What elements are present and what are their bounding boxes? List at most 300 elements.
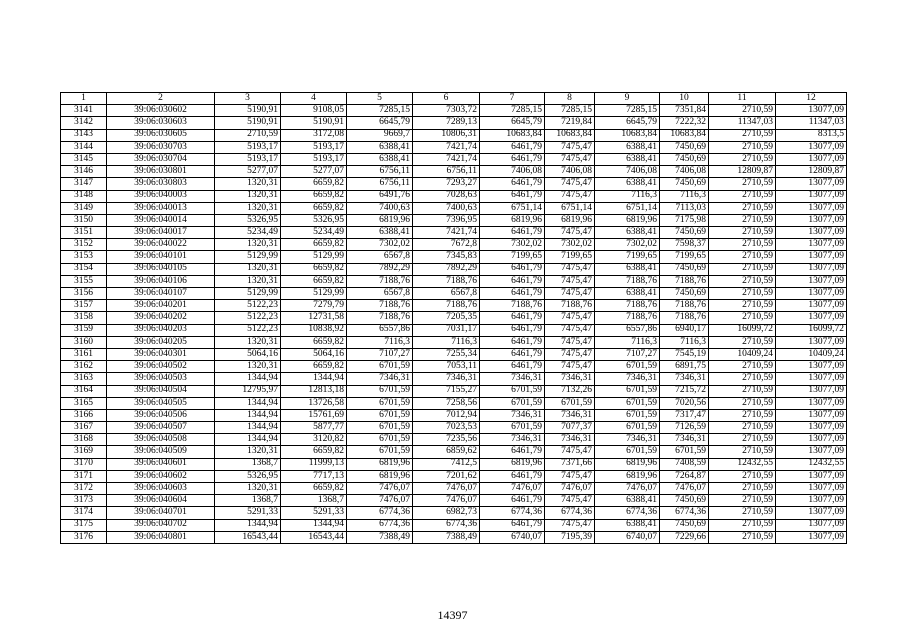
value-cell: 7421,74 <box>413 141 480 153</box>
value-cell: 2710,59 <box>709 385 776 397</box>
value-cell: 6819,96 <box>595 458 660 470</box>
table-row <box>61 300 847 312</box>
value-cell: 2710,59 <box>709 397 776 409</box>
value-cell: 6701,59 <box>347 434 413 446</box>
value-cell: 7302,02 <box>347 239 413 251</box>
table-row <box>61 178 847 190</box>
table-row <box>61 507 847 519</box>
value-cell: 10409,24 <box>776 348 847 360</box>
column-header: 12 <box>776 93 847 105</box>
value-cell: 6461,79 <box>480 470 545 482</box>
value-cell: 6659,82 <box>281 263 347 275</box>
value-cell: 7388,49 <box>347 531 413 543</box>
value-cell: 5190,91 <box>215 105 281 117</box>
cadastral-code-cell: 39:06:030603 <box>107 117 215 129</box>
value-cell: 5193,17 <box>215 153 281 165</box>
value-cell: 7346,31 <box>480 434 545 446</box>
value-cell: 7346,31 <box>545 409 595 421</box>
value-cell: 5291,33 <box>215 507 281 519</box>
value-cell: 2710,59 <box>709 361 776 373</box>
value-cell: 5129,99 <box>215 288 281 300</box>
value-cell: 6819,96 <box>595 214 660 226</box>
table-row <box>61 385 847 397</box>
value-cell: 5326,95 <box>215 214 281 226</box>
row-number-cell: 3169 <box>61 446 107 458</box>
row-number-cell: 3142 <box>61 117 107 129</box>
value-cell: 13077,09 <box>776 312 847 324</box>
value-cell: 10683,84 <box>595 129 660 141</box>
value-cell: 6491,76 <box>347 190 413 202</box>
value-cell: 7421,74 <box>413 153 480 165</box>
value-cell: 6701,59 <box>347 397 413 409</box>
row-number-cell: 3165 <box>61 397 107 409</box>
column-header: 4 <box>281 93 347 105</box>
value-cell: 6740,07 <box>480 531 545 543</box>
value-cell: 7195,39 <box>545 531 595 543</box>
value-cell: 7116,3 <box>347 336 413 348</box>
value-cell: 7475,47 <box>545 324 595 336</box>
value-cell: 6940,17 <box>660 324 709 336</box>
value-cell: 6701,59 <box>595 422 660 434</box>
table-row <box>61 434 847 446</box>
value-cell: 6659,82 <box>281 483 347 495</box>
value-cell: 7199,65 <box>480 251 545 263</box>
row-number-cell: 3166 <box>61 409 107 421</box>
value-cell: 13077,09 <box>776 483 847 495</box>
value-cell: 6659,82 <box>281 275 347 287</box>
value-cell: 7116,3 <box>595 336 660 348</box>
value-cell: 7188,76 <box>595 312 660 324</box>
value-cell: 13077,09 <box>776 519 847 531</box>
cadastral-code-cell: 39:06:040505 <box>107 397 215 409</box>
cadastral-code-cell: 39:06:040503 <box>107 373 215 385</box>
value-cell: 6567,8 <box>347 251 413 263</box>
value-cell: 6701,59 <box>595 361 660 373</box>
table-row <box>61 495 847 507</box>
value-cell: 7450,69 <box>660 288 709 300</box>
value-cell: 13077,09 <box>776 397 847 409</box>
value-cell: 6388,41 <box>595 495 660 507</box>
row-number-cell: 3174 <box>61 507 107 519</box>
value-cell: 7188,76 <box>347 275 413 287</box>
value-cell: 2710,59 <box>215 129 281 141</box>
value-cell: 7215,72 <box>660 385 709 397</box>
row-number-cell: 3167 <box>61 422 107 434</box>
value-cell: 5193,17 <box>281 141 347 153</box>
value-cell: 5326,95 <box>281 214 347 226</box>
value-cell: 13077,09 <box>776 263 847 275</box>
value-cell: 2710,59 <box>709 129 776 141</box>
row-number-cell: 3171 <box>61 470 107 482</box>
value-cell: 6819,96 <box>595 470 660 482</box>
value-cell: 13077,09 <box>776 141 847 153</box>
value-cell: 7222,32 <box>660 117 709 129</box>
value-cell: 9108,05 <box>281 105 347 117</box>
value-cell: 6461,79 <box>480 519 545 531</box>
value-cell: 6751,14 <box>595 202 660 214</box>
value-cell: 6461,79 <box>480 312 545 324</box>
value-cell: 6819,96 <box>347 470 413 482</box>
value-cell: 7475,47 <box>545 312 595 324</box>
value-cell: 7302,02 <box>545 239 595 251</box>
cadastral-code-cell: 39:06:040601 <box>107 458 215 470</box>
table-row <box>61 348 847 360</box>
value-cell: 2710,59 <box>709 409 776 421</box>
value-cell: 7255,34 <box>413 348 480 360</box>
table-row <box>61 373 847 385</box>
value-cell: 6645,79 <box>480 117 545 129</box>
value-cell: 6756,11 <box>347 178 413 190</box>
value-cell: 6751,14 <box>545 202 595 214</box>
tariff-table <box>60 92 847 544</box>
value-cell: 2710,59 <box>709 446 776 458</box>
value-cell: 6461,79 <box>480 153 545 165</box>
value-cell: 1344,94 <box>215 409 281 421</box>
table-row <box>61 190 847 202</box>
row-number-cell: 3162 <box>61 361 107 373</box>
value-cell: 1320,31 <box>215 336 281 348</box>
value-cell: 2710,59 <box>709 495 776 507</box>
row-number-cell: 3150 <box>61 214 107 226</box>
value-cell: 6859,62 <box>413 446 480 458</box>
value-cell: 7107,27 <box>347 348 413 360</box>
value-cell: 2710,59 <box>709 300 776 312</box>
value-cell: 7219,84 <box>545 117 595 129</box>
value-cell: 6774,36 <box>595 507 660 519</box>
value-cell: 13077,09 <box>776 470 847 482</box>
value-cell: 6659,82 <box>281 361 347 373</box>
row-number-cell: 3173 <box>61 495 107 507</box>
value-cell: 1344,94 <box>215 373 281 385</box>
value-cell: 15761,69 <box>281 409 347 421</box>
row-number-cell: 3157 <box>61 300 107 312</box>
value-cell: 6659,82 <box>281 202 347 214</box>
table-header-row <box>61 93 847 105</box>
row-number-cell: 3170 <box>61 458 107 470</box>
row-number-cell: 3141 <box>61 105 107 117</box>
value-cell: 7892,29 <box>347 263 413 275</box>
table-row <box>61 153 847 165</box>
value-cell: 7229,66 <box>660 531 709 543</box>
value-cell: 7400,63 <box>347 202 413 214</box>
value-cell: 7475,47 <box>545 519 595 531</box>
value-cell: 7188,76 <box>413 300 480 312</box>
value-cell: 7475,47 <box>545 288 595 300</box>
value-cell: 7476,07 <box>347 483 413 495</box>
value-cell: 13077,09 <box>776 153 847 165</box>
value-cell: 7475,47 <box>545 495 595 507</box>
value-cell: 2710,59 <box>709 178 776 190</box>
cadastral-code-cell: 39:06:040202 <box>107 312 215 324</box>
row-number-cell: 3156 <box>61 288 107 300</box>
row-number-cell: 3163 <box>61 373 107 385</box>
value-cell: 13077,09 <box>776 507 847 519</box>
value-cell: 7346,31 <box>595 434 660 446</box>
value-cell: 5193,17 <box>281 153 347 165</box>
table-row <box>61 483 847 495</box>
value-cell: 10838,92 <box>281 324 347 336</box>
value-cell: 7475,47 <box>545 141 595 153</box>
value-cell: 7285,15 <box>545 105 595 117</box>
value-cell: 5291,33 <box>281 507 347 519</box>
value-cell: 7012,94 <box>413 409 480 421</box>
value-cell: 13077,09 <box>776 239 847 251</box>
value-cell: 6388,41 <box>347 227 413 239</box>
value-cell: 13077,09 <box>776 495 847 507</box>
value-cell: 6774,36 <box>480 507 545 519</box>
value-cell: 2710,59 <box>709 153 776 165</box>
value-cell: 2710,59 <box>709 336 776 348</box>
value-cell: 1320,31 <box>215 275 281 287</box>
value-cell: 6645,79 <box>595 117 660 129</box>
value-cell: 6701,59 <box>595 385 660 397</box>
cadastral-code-cell: 39:06:030704 <box>107 153 215 165</box>
value-cell: 5190,91 <box>281 117 347 129</box>
value-cell: 6659,82 <box>281 336 347 348</box>
table-row <box>61 105 847 117</box>
value-cell: 7285,15 <box>595 105 660 117</box>
value-cell: 12432,55 <box>776 458 847 470</box>
value-cell: 13077,09 <box>776 531 847 543</box>
value-cell: 7258,56 <box>413 397 480 409</box>
value-cell: 6701,59 <box>480 385 545 397</box>
value-cell: 7188,76 <box>595 275 660 287</box>
cadastral-code-cell: 39:06:040205 <box>107 336 215 348</box>
value-cell: 2710,59 <box>709 190 776 202</box>
value-cell: 7346,31 <box>480 409 545 421</box>
value-cell: 7400,63 <box>413 202 480 214</box>
value-cell: 7302,02 <box>480 239 545 251</box>
value-cell: 7598,37 <box>660 239 709 251</box>
value-cell: 7892,29 <box>413 263 480 275</box>
value-cell: 6701,59 <box>347 422 413 434</box>
column-header: 10 <box>660 93 709 105</box>
value-cell: 7199,65 <box>545 251 595 263</box>
value-cell: 7346,31 <box>660 434 709 446</box>
cadastral-code-cell: 39:06:040602 <box>107 470 215 482</box>
row-number-cell: 3175 <box>61 519 107 531</box>
value-cell: 7175,98 <box>660 214 709 226</box>
value-cell: 7421,74 <box>413 227 480 239</box>
value-cell: 2710,59 <box>709 422 776 434</box>
row-number-cell: 3153 <box>61 251 107 263</box>
value-cell: 6756,11 <box>413 166 480 178</box>
value-cell: 3120,82 <box>281 434 347 446</box>
row-number-cell: 3149 <box>61 202 107 214</box>
cadastral-code-cell: 39:06:040506 <box>107 409 215 421</box>
value-cell: 6774,36 <box>660 507 709 519</box>
value-cell: 7475,47 <box>545 227 595 239</box>
value-cell: 6819,96 <box>480 214 545 226</box>
value-cell: 2710,59 <box>709 507 776 519</box>
row-number-cell: 3155 <box>61 275 107 287</box>
table-row <box>61 422 847 434</box>
value-cell: 13077,09 <box>776 105 847 117</box>
value-cell: 7188,76 <box>660 300 709 312</box>
value-cell: 13077,09 <box>776 275 847 287</box>
value-cell: 1320,31 <box>215 483 281 495</box>
value-cell: 13077,09 <box>776 385 847 397</box>
value-cell: 7450,69 <box>660 495 709 507</box>
value-cell: 7475,47 <box>545 348 595 360</box>
column-header: 1 <box>61 93 107 105</box>
value-cell: 2710,59 <box>709 434 776 446</box>
value-cell: 2710,59 <box>709 373 776 385</box>
cadastral-code-cell: 39:06:040508 <box>107 434 215 446</box>
value-cell: 9669,7 <box>347 129 413 141</box>
value-cell: 7450,69 <box>660 141 709 153</box>
cadastral-code-cell: 39:06:040203 <box>107 324 215 336</box>
value-cell: 2710,59 <box>709 202 776 214</box>
value-cell: 6659,82 <box>281 239 347 251</box>
value-cell: 10683,84 <box>545 129 595 141</box>
value-cell: 16099,72 <box>709 324 776 336</box>
row-number-cell: 3159 <box>61 324 107 336</box>
cadastral-code-cell: 39:06:040507 <box>107 422 215 434</box>
value-cell: 6388,41 <box>347 153 413 165</box>
value-cell: 11999,13 <box>281 458 347 470</box>
cadastral-code-cell: 39:06:040604 <box>107 495 215 507</box>
table-row <box>61 336 847 348</box>
value-cell: 13077,09 <box>776 446 847 458</box>
cadastral-code-cell: 39:06:040701 <box>107 507 215 519</box>
table-row <box>61 531 847 543</box>
row-number-cell: 3147 <box>61 178 107 190</box>
table-row <box>61 227 847 239</box>
value-cell: 13077,09 <box>776 336 847 348</box>
value-cell: 7199,65 <box>595 251 660 263</box>
value-cell: 7406,08 <box>480 166 545 178</box>
value-cell: 5277,07 <box>215 166 281 178</box>
value-cell: 7717,13 <box>281 470 347 482</box>
value-cell: 7346,31 <box>480 373 545 385</box>
value-cell: 7126,59 <box>660 422 709 434</box>
cadastral-code-cell: 39:06:030801 <box>107 166 215 178</box>
value-cell: 6388,41 <box>347 141 413 153</box>
row-number-cell: 3144 <box>61 141 107 153</box>
table-row <box>61 214 847 226</box>
value-cell: 2710,59 <box>709 263 776 275</box>
value-cell: 6740,07 <box>595 531 660 543</box>
value-cell: 1320,31 <box>215 263 281 275</box>
value-cell: 7199,65 <box>660 251 709 263</box>
value-cell: 7476,07 <box>480 483 545 495</box>
value-cell: 6701,59 <box>660 446 709 458</box>
value-cell: 6701,59 <box>595 409 660 421</box>
value-cell: 5129,99 <box>215 251 281 263</box>
value-cell: 7346,31 <box>595 373 660 385</box>
value-cell: 7264,87 <box>660 470 709 482</box>
value-cell: 5190,91 <box>215 117 281 129</box>
value-cell: 6461,79 <box>480 495 545 507</box>
value-cell: 7450,69 <box>660 227 709 239</box>
value-cell: 6461,79 <box>480 446 545 458</box>
value-cell: 7476,07 <box>595 483 660 495</box>
value-cell: 2710,59 <box>709 214 776 226</box>
value-cell: 7475,47 <box>545 446 595 458</box>
value-cell: 1320,31 <box>215 178 281 190</box>
value-cell: 1320,31 <box>215 361 281 373</box>
value-cell: 13077,09 <box>776 178 847 190</box>
value-cell: 7475,47 <box>545 178 595 190</box>
value-cell: 7303,72 <box>413 105 480 117</box>
value-cell: 6388,41 <box>595 519 660 531</box>
cadastral-code-cell: 39:06:040603 <box>107 483 215 495</box>
value-cell: 6819,96 <box>480 458 545 470</box>
value-cell: 5064,16 <box>215 348 281 360</box>
value-cell: 6388,41 <box>595 288 660 300</box>
row-number-cell: 3152 <box>61 239 107 251</box>
value-cell: 7188,76 <box>660 312 709 324</box>
value-cell: 6891,75 <box>660 361 709 373</box>
cadastral-code-cell: 39:06:040022 <box>107 239 215 251</box>
value-cell: 7475,47 <box>545 263 595 275</box>
value-cell: 7476,07 <box>660 483 709 495</box>
value-cell: 7116,3 <box>413 336 480 348</box>
cadastral-code-cell: 39:06:040014 <box>107 214 215 226</box>
value-cell: 13077,09 <box>776 190 847 202</box>
value-cell: 6701,59 <box>480 397 545 409</box>
cadastral-code-cell: 39:06:040017 <box>107 227 215 239</box>
value-cell: 7031,17 <box>413 324 480 336</box>
value-cell: 7201,62 <box>413 470 480 482</box>
column-header: 3 <box>215 93 281 105</box>
value-cell: 7406,08 <box>545 166 595 178</box>
value-cell: 6461,79 <box>480 324 545 336</box>
value-cell: 7450,69 <box>660 263 709 275</box>
table-row <box>61 470 847 482</box>
value-cell: 6659,82 <box>281 190 347 202</box>
column-header: 9 <box>595 93 660 105</box>
row-number-cell: 3151 <box>61 227 107 239</box>
value-cell: 13077,09 <box>776 202 847 214</box>
value-cell: 7346,31 <box>660 373 709 385</box>
column-header: 7 <box>480 93 545 105</box>
table-row <box>61 166 847 178</box>
value-cell: 6461,79 <box>480 288 545 300</box>
value-cell: 2710,59 <box>709 227 776 239</box>
value-cell: 7188,76 <box>480 300 545 312</box>
value-cell: 13077,09 <box>776 227 847 239</box>
value-cell: 5122,23 <box>215 324 281 336</box>
value-cell: 7279,79 <box>281 300 347 312</box>
value-cell: 1368,7 <box>215 495 281 507</box>
value-cell: 2710,59 <box>709 288 776 300</box>
cadastral-code-cell: 39:06:040502 <box>107 361 215 373</box>
table-row <box>61 141 847 153</box>
cadastral-code-cell: 39:06:040509 <box>107 446 215 458</box>
value-cell: 10683,84 <box>480 129 545 141</box>
value-cell: 6774,36 <box>347 507 413 519</box>
value-cell: 6461,79 <box>480 141 545 153</box>
value-cell: 6982,73 <box>413 507 480 519</box>
value-cell: 6567,8 <box>413 288 480 300</box>
row-number-cell: 3160 <box>61 336 107 348</box>
value-cell: 7545,19 <box>660 348 709 360</box>
value-cell: 7077,37 <box>545 422 595 434</box>
value-cell: 6819,96 <box>347 214 413 226</box>
table-body <box>61 105 847 544</box>
value-cell: 16543,44 <box>281 531 347 543</box>
value-cell: 6819,96 <box>545 214 595 226</box>
value-cell: 7408,59 <box>660 458 709 470</box>
table-row <box>61 361 847 373</box>
value-cell: 7293,27 <box>413 178 480 190</box>
value-cell: 12809,87 <box>776 166 847 178</box>
value-cell: 1344,94 <box>281 519 347 531</box>
value-cell: 6701,59 <box>347 385 413 397</box>
value-cell: 13077,09 <box>776 214 847 226</box>
